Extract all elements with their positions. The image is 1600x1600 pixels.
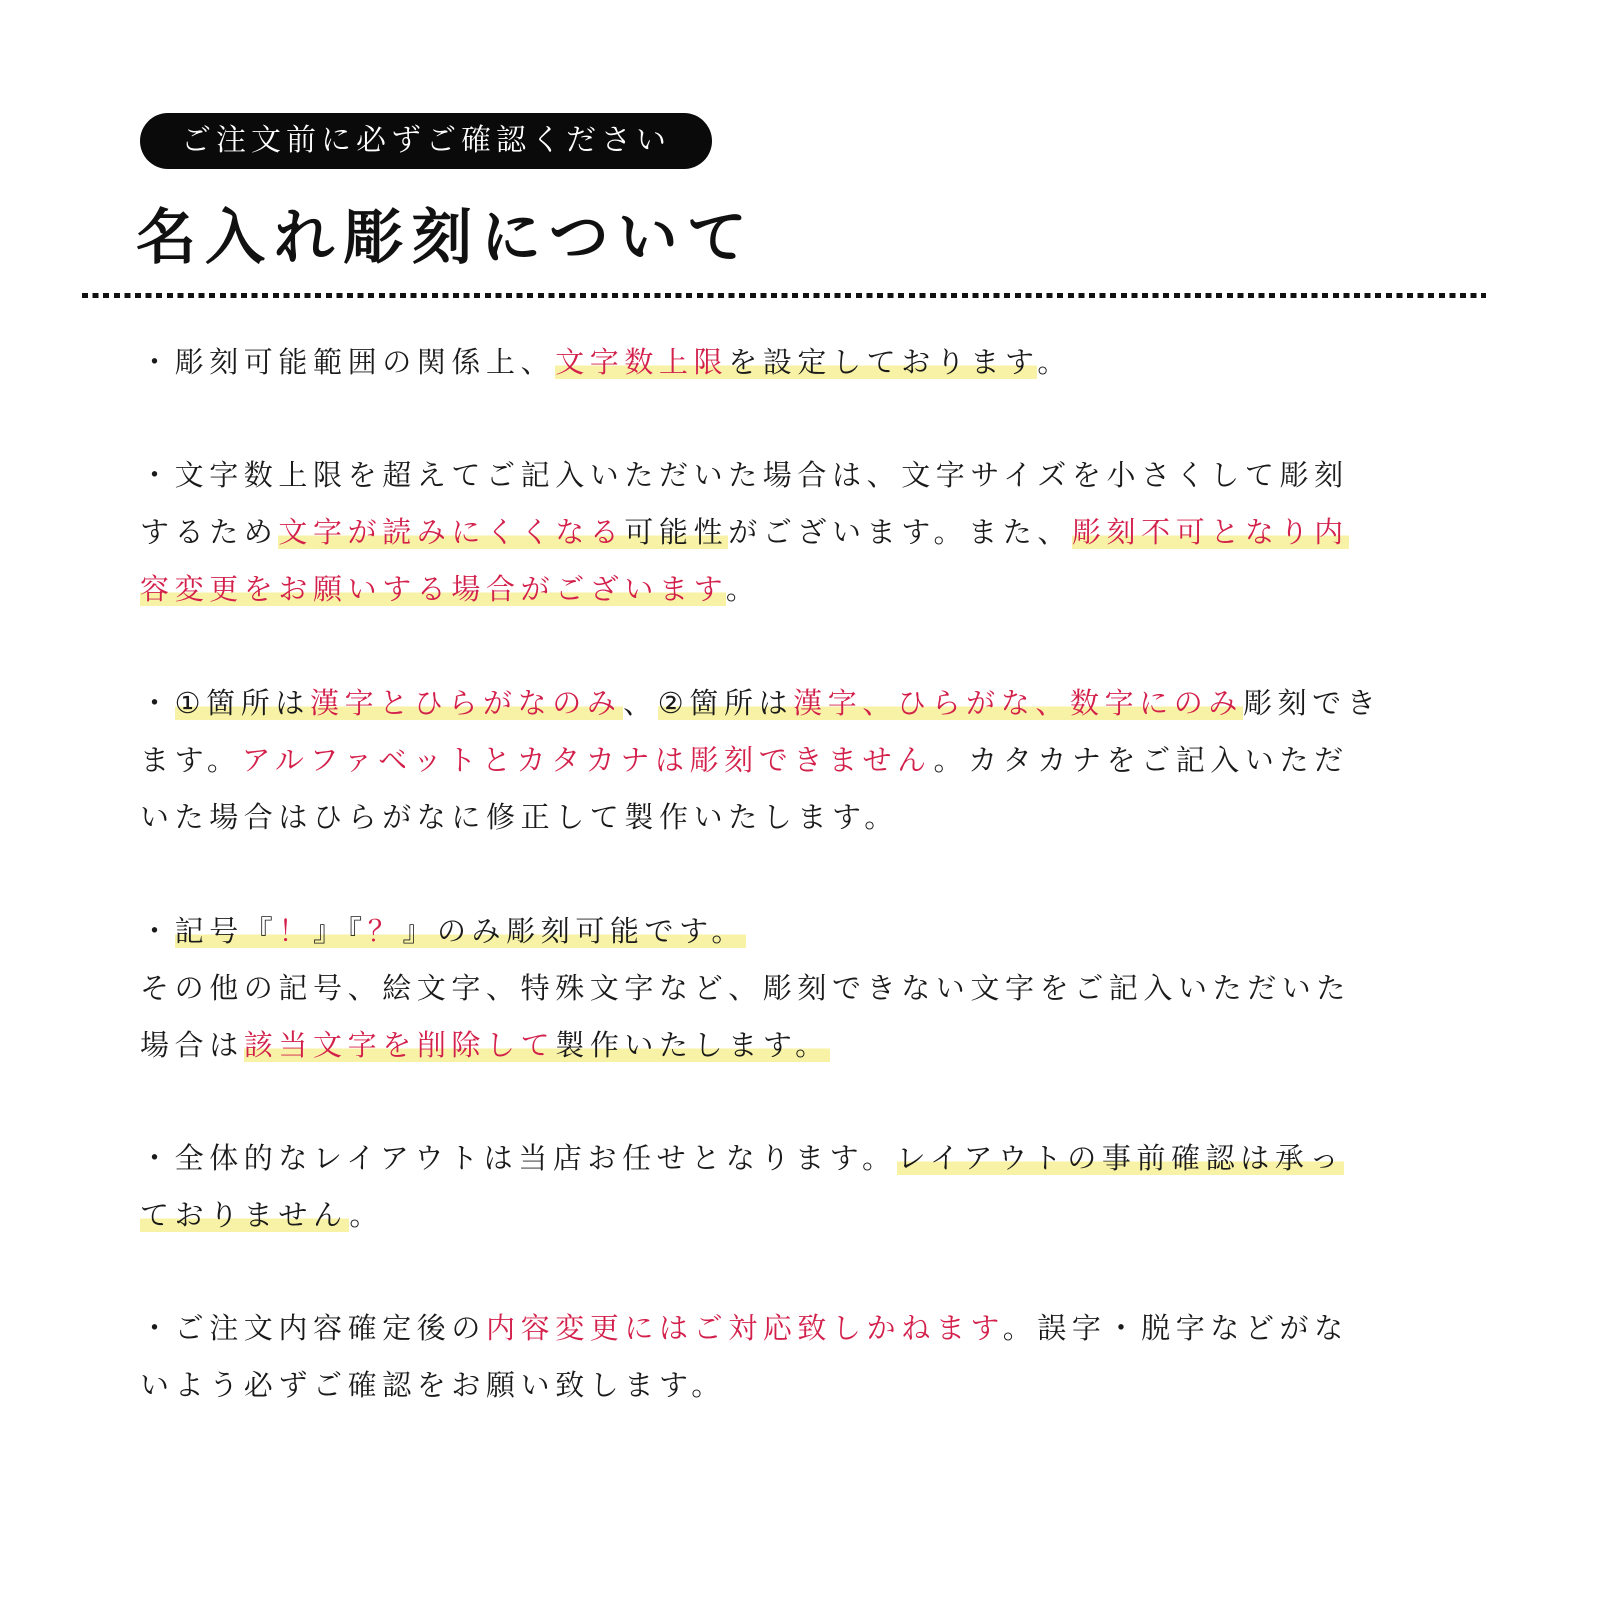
emphasis-text: ！: [278, 914, 314, 948]
dotted-divider: [82, 293, 1486, 298]
note-line: [140, 569, 761, 609]
emphasis-text: 文字数上限: [555, 345, 729, 379]
note-line: [140, 455, 1349, 495]
note-line: [140, 512, 1349, 552]
note-text: 場合は: [140, 1028, 244, 1062]
note-line: [140, 1025, 830, 1065]
note-text: 。カタカナをご記入いただ: [933, 743, 1349, 777]
page-title: 名入れ彫刻について: [136, 203, 756, 273]
highlighted-text: 記号『: [174, 914, 279, 948]
highlighted-text: ①箇所は: [174, 686, 311, 720]
emphasis-text: 容変更をお願いする場合がございます: [140, 572, 726, 606]
note-text: ・彫刻可能範囲の関係上、: [140, 345, 556, 379]
highlighted-text: ②箇所は: [657, 686, 794, 720]
notice-badge-text: ご注文前に必ずご確認ください: [181, 123, 671, 158]
emphasis-text: 彫刻不可となり内: [1071, 515, 1349, 549]
emphasis-text: 該当文字を削除して: [243, 1028, 556, 1062]
note-line: [140, 911, 746, 951]
note-text: ・全体的なレイアウトは当店お任せとなります。: [140, 1141, 897, 1175]
note-text: 、: [623, 686, 658, 720]
notice-badge: [140, 113, 712, 169]
note-text: 。: [1037, 345, 1072, 379]
emphasis-text: 文字が読みにくくなる: [278, 515, 625, 549]
emphasis-text: 内容変更にはご対応致しかねます: [486, 1311, 1003, 1345]
note-line: [140, 683, 1381, 723]
highlighted-text: 』のみ彫刻可能です。: [402, 914, 747, 948]
note-text: 。: [725, 572, 761, 606]
highlighted-text: ておりません: [140, 1198, 350, 1232]
emphasis-text: 漢字とひらがなのみ: [310, 686, 624, 720]
emphasis-text: 漢字、ひらがな、数字にのみ: [793, 686, 1243, 720]
highlighted-text: 製作いたします。: [555, 1028, 830, 1062]
highlighted-text: 』『: [313, 914, 368, 948]
note-line: [140, 342, 1072, 382]
note-text: いた場合はひらがなに修正して製作いたします。: [140, 800, 899, 834]
note-line: [140, 797, 899, 837]
note-line: [140, 1195, 384, 1235]
note-line: [140, 1365, 726, 1405]
note-text: ・ご注文内容確定後の: [140, 1311, 487, 1345]
note-text: ・文字数上限を超えてご記入いただいた場合は、文字サイズを小さくして彫刻: [140, 458, 1349, 492]
note-text: ・: [140, 914, 175, 948]
note-text: その他の記号、絵文字、特殊文字など、彫刻できない文字をご記入いただいた: [140, 971, 1352, 1005]
emphasis-text: ？: [367, 914, 403, 948]
note-text: 彫刻でき: [1242, 686, 1382, 720]
note-text: するため: [140, 515, 279, 549]
note-text: 。誤字・脱字などがな: [1002, 1311, 1349, 1345]
emphasis-text: アルファベットとカタカナは彫刻できません: [241, 743, 934, 777]
note-text: がございます。また、: [728, 515, 1072, 549]
note-text: ます。: [140, 743, 242, 777]
note-line: [140, 1308, 1349, 1348]
note-line: [140, 740, 1349, 780]
note-line: [140, 1138, 1344, 1178]
note-text: いよう必ずご確認をお願い致します。: [140, 1368, 726, 1402]
note-text: ・: [140, 686, 175, 720]
note-line: [140, 968, 1351, 1008]
highlighted-text: を設定しております: [728, 345, 1038, 379]
note-text: 。: [349, 1198, 384, 1232]
highlighted-text: 可能性: [624, 515, 729, 549]
highlighted-text: レイアウトの事前確認は承っ: [896, 1141, 1345, 1175]
